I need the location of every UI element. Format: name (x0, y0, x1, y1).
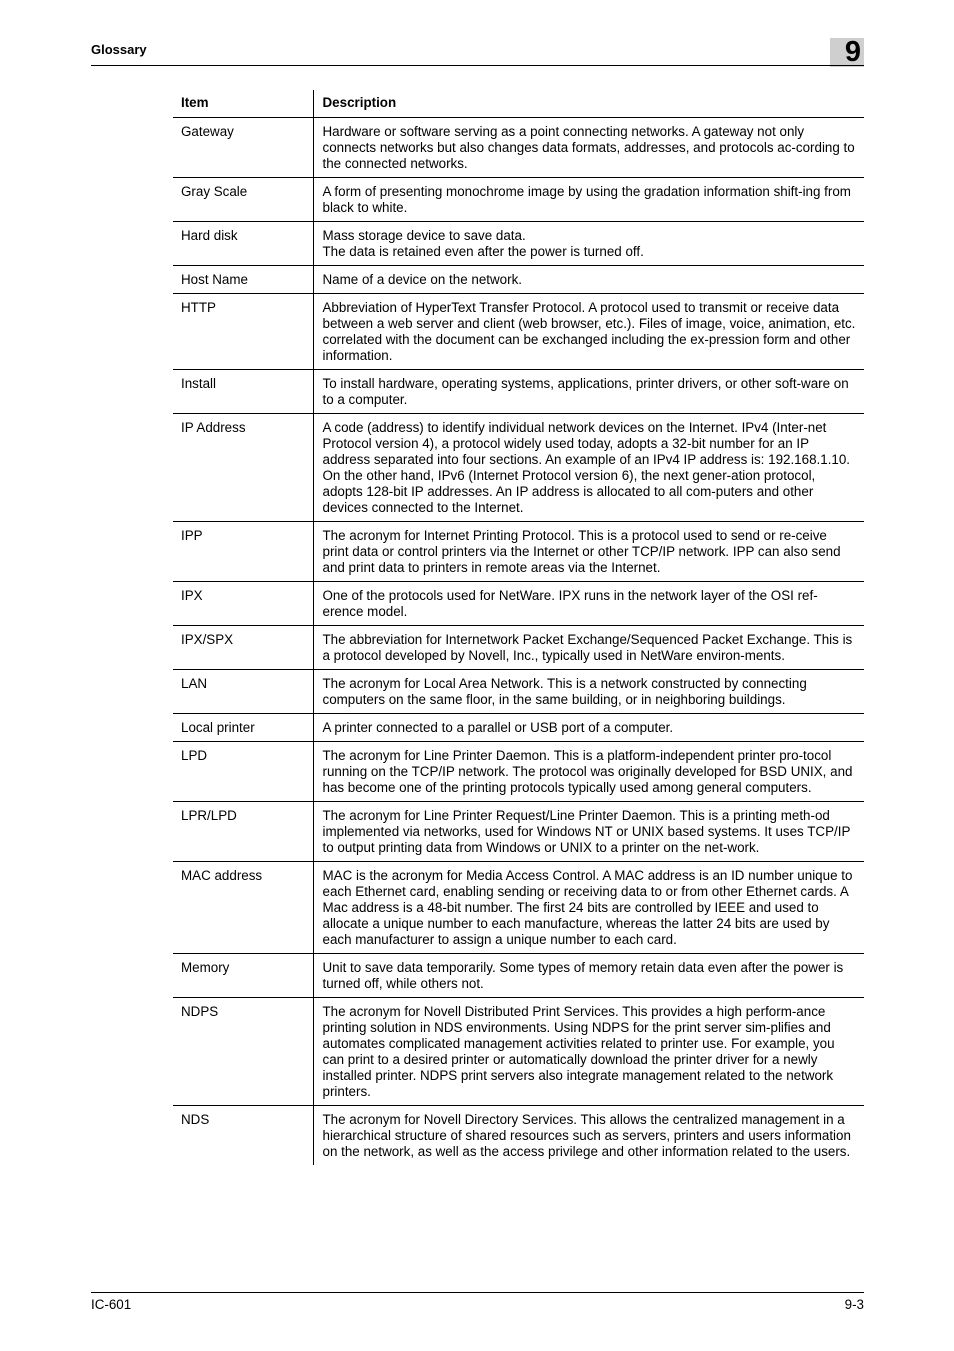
table-row (173, 222, 864, 266)
description-cell: The abbreviation for Internetwork Packet Exchange/Sequenced Packet Exchange. This is a protocol developed by Novell, Inc., typically used in NetWare environ-ments. (313, 626, 864, 670)
term-cell: Gateway (173, 118, 313, 178)
table-row (173, 670, 864, 714)
description-cell: One of the protocols used for NetWare. IPX runs in the network layer of the OSI ref-erence model. (313, 582, 864, 626)
description-cell: The acronym for Line Printer Request/Line Printer Daemon. This is a printing meth-od implemented via networks, used for Windows NT or UNIX based systems. It uses TCP/IP to output printing data from Windows or UNIX to a printer on the net-work. (313, 802, 864, 862)
table-row (173, 178, 864, 222)
description-cell: A printer connected to a parallel or USB port of a computer. (313, 714, 864, 742)
description-cell: Mass storage device to save data. The data is retained even after the power is turned off. (313, 222, 864, 266)
table-row (173, 802, 864, 862)
term-cell: NDPS (173, 998, 313, 1106)
term-cell: Host Name (173, 266, 313, 294)
glossary-table (173, 90, 864, 1165)
table-row (173, 522, 864, 582)
column-header-description: Description (313, 90, 864, 118)
table-row (173, 742, 864, 802)
chapter-badge (830, 38, 864, 67)
term-cell: LPD (173, 742, 313, 802)
description-cell: The acronym for Internet Printing Protocol. This is a protocol used to send or re-ceive print data or control printers via the Internet or other TCP/IP network. IPP can also send and print data to printers in remote areas via the Internet. (313, 522, 864, 582)
table-row (173, 414, 864, 522)
table-row (173, 118, 864, 178)
term-cell: LAN (173, 670, 313, 714)
table-row (173, 370, 864, 414)
term-cell: NDS (181, 1112, 210, 1127)
table-header-row (173, 90, 864, 118)
term-cell: Memory (173, 954, 313, 998)
description-cell: The acronym for Line Printer Daemon. This is a platform-independent printer pro-tocol running on the TCP/IP network. The protocol was originally developed for BSD UNIX, and has become one of the printing protocols typically used among general computers. (313, 742, 864, 802)
chapter-number: 9 (844, 36, 861, 68)
term-cell: Gray Scale (173, 178, 313, 222)
description-cell: MAC is the acronym for Media Access Control. A MAC address is an ID number unique to each Ethernet card, enabling sending or receiving data to or from other Ethernet cards. A Mac address is a 48-bit number. The first 24 bits are controlled by IEEE and used to allocate a unique number to each manufacture, whereas the latter 24 bits are used by each manufacturer to assign a unique number to each card. (313, 862, 864, 954)
description-cell: The acronym for Local Area Network. This is a network constructed by connecting computers on the same floor, in the same building, or in neighboring buildings. (313, 670, 864, 714)
description-cell: Unit to save data temporarily. Some types of memory retain data even after the power is turned off, while others not. (313, 954, 864, 998)
glossary-body (173, 118, 864, 1166)
table-row (173, 266, 864, 294)
footer-divider (91, 1292, 864, 1293)
term-cell: IPX (173, 582, 313, 626)
table-row (173, 714, 864, 742)
description-cell: A code (address) to identify individual network devices on the Internet. IPv4 (Inter-net Protocol version 4), a protocol widely used today, adopts a 32-bit number for an IP address separated into four sections. An example of an IPv4 IP address is: 192.168.1.10. On the other hand, IPv6 (Internet Protocol version 6), the next gener-ation protocol, adopts 128-bit IP addresses. An IP address is allocated to all com-puters and other devices connected to the Internet. (313, 414, 864, 522)
table-row (173, 954, 864, 998)
term-cell: Install (173, 370, 313, 414)
term-cell: IP Address (173, 414, 313, 522)
header-divider (91, 65, 864, 66)
term-cell: Local printer (173, 714, 313, 742)
footer-page-number: 9-3 (844, 1297, 864, 1312)
table-row (173, 1106, 864, 1166)
description-cell: A form of presenting monochrome image by using the gradation information shift-ing from black to white. (313, 178, 864, 222)
description-cell: To install hardware, operating systems, applications, printer drivers, or other soft-ware on to a computer. (313, 370, 864, 414)
term-cell: HTTP (173, 294, 313, 370)
description-cell: The acronym for Novell Directory Services. This allows the centralized management in a hierarchical structure of shared resources such as servers, printers and users information on the network, as well as the access privilege and other information related to the users. (313, 1106, 864, 1166)
term-cell: IPX/SPX (173, 626, 313, 670)
table-row (173, 998, 864, 1106)
description-cell: The acronym for Novell Distributed Print Services. This provides a high perform-ance printing solution in NDS environments. Using NDPS for the print server sim-plifies and automates complicated management activities related to printer use. For example, you can print to a desired printer or automatically download the printer driver for a newly installed printer. NDPS print servers also integrate management related to the network printers. (313, 998, 864, 1106)
term-cell: MAC address (173, 862, 313, 954)
footer-model-name: IC-601 (91, 1297, 132, 1312)
page-header-title: Glossary (91, 42, 147, 57)
table-row (173, 626, 864, 670)
table-row (173, 294, 864, 370)
term-cell: LPR/LPD (173, 802, 313, 862)
term-cell: Hard disk (173, 222, 313, 266)
table-row (173, 862, 864, 954)
column-header-item: Item (173, 90, 313, 118)
table-row (173, 582, 864, 626)
term-cell: IPP (173, 522, 313, 582)
description-cell: Abbreviation of HyperText Transfer Protocol. A protocol used to transmit or receive data between a web server and client (web browser, etc.). Files of image, voice, animation, etc. correlated with the document can be exchanged including the ex-pression form and other information. (313, 294, 864, 370)
description-cell: Name of a device on the network. (313, 266, 864, 294)
description-cell: Hardware or software serving as a point connecting networks. A gateway not only connects networks but also changes data formats, addresses, and protocols ac-cording to the connected networks. (313, 118, 864, 178)
